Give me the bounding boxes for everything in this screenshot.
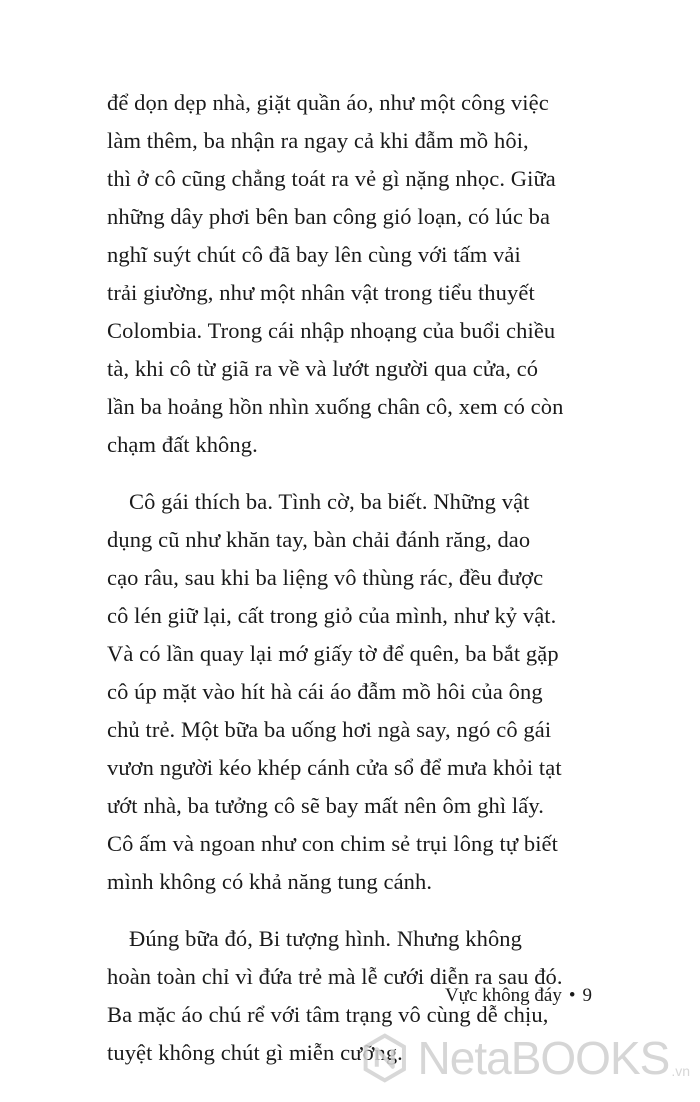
paragraph-3-line-3: Ba mặc áo chú rể với tâm trạng vô cùng dễ chịu, [107,1002,549,1027]
paragraph-3-line-1: Đúng bữa đó, Bi tượng hình. Nhưng không [129,926,523,951]
paragraph-2-line-4: cô lén giữ lại, cất trong giỏ của mình, như kỷ vật. [107,603,557,628]
publisher-watermark [360,1025,690,1091]
paragraph-2-line-7: chủ trẻ. Một bữa ba uống hơi ngà say, ngó cô gái [107,717,552,742]
paragraph-1-line-6: trải giường, như một nhân vật trong tiểu thuyết [107,280,535,305]
netabooks-logo-icon [360,1027,410,1089]
running-footer [445,985,592,1007]
paragraph-2-line-8: vươn người kéo khép cánh cửa sổ để mưa khỏi tạt [107,755,562,780]
paragraph-2-line-10: Cô ấm và ngoan như con chim sẻ trụi lông tự biết [107,831,558,856]
paragraph-2-line-3: cạo râu, sau khi ba liệng vô thùng rác, đều được [107,565,544,590]
page-number: 9 [582,985,592,1006]
paragraph-3-line-4: tuyệt không chút gì miễn cưỡng. [107,1040,403,1065]
paragraph-2-line-2: dụng cũ như khăn tay, bàn chải đánh răng, dao [107,527,531,552]
watermark-suffix: .vn [671,1063,690,1079]
paragraph-2-line-6: cô úp mặt vào hít hà cái áo đẫm mồ hôi của ông [107,679,543,704]
paragraph-2-line-11: mình không có khả năng tung cánh. [107,869,433,894]
paragraph-1-line-5: nghĩ suýt chút cô đã bay lên cùng với tấm vải [107,242,521,267]
paragraph-3-line-2: hoàn toàn chỉ vì đứa trẻ mà lễ cưới diễn ra sau đó. [107,964,563,989]
paragraph-1-line-1: để dọn dẹp nhà, giặt quần áo, như một công việc [107,90,549,115]
paragraph-1-line-7: Colombia. Trong cái nhập nhoạng của buổi chiều [107,318,556,343]
paragraph-2-line-1: Cô gái thích ba. Tình cờ, ba biết. Những vật [129,489,530,514]
paragraph-2-line-9: ướt nhà, ba tưởng cô sẽ bay mất nên ôm ghì lấy. [107,793,544,818]
footer-separator: • [568,985,576,1006]
paragraph-1-line-10: chạm đất không. [107,432,258,457]
paragraph-1-line-3: thì ở cô cũng chẳng toát ra vẻ gì nặng nhọc. Giữa [107,166,556,191]
paragraph-1-line-4: những dây phơi bên ban công gió loạn, có lúc ba [107,204,551,229]
paragraph-2-line-5: Và có lần quay lại mớ giấy tờ để quên, ba bắt gặp [107,641,559,666]
paragraph-1-line-2: làm thêm, ba nhận ra ngay cả khi đẫm mồ hôi, [107,128,529,153]
watermark-text: NetaBOOKS [417,1032,670,1084]
paragraph-1-line-8: tà, khi cô từ giã ra về và lướt người qua cửa, có [107,356,539,381]
paragraph-1-line-9: lần ba hoảng hồn nhìn xuống chân cô, xem có còn [107,394,564,419]
footer-book-title: Vực không đáy [444,985,562,1006]
